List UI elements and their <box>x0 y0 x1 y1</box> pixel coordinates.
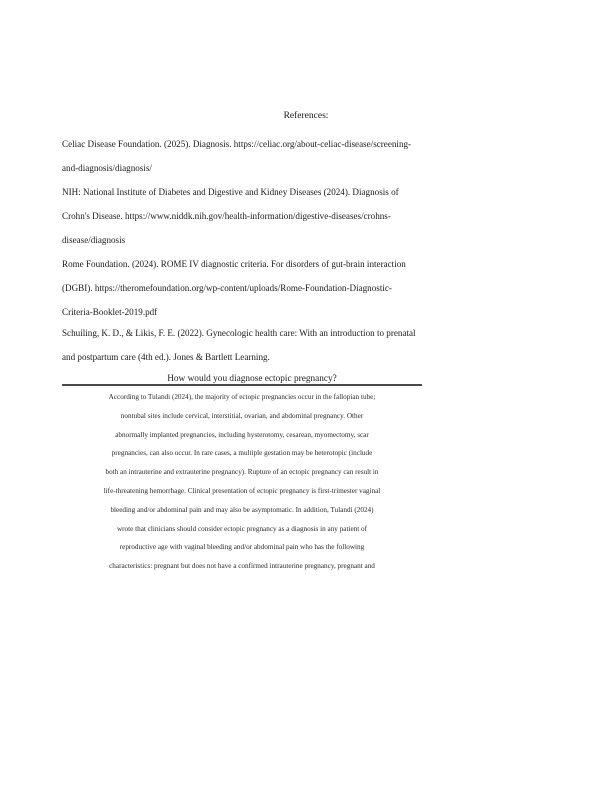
reference-entry <box>62 180 434 252</box>
answer-line: reproductive age with vaginal bleeding and/or abdominal pain who has the following <box>119 543 365 552</box>
reference-line: Rome Foundation. (2024). ROME IV diagnostic criteria. For disorders of gut-brain interaction <box>62 259 406 269</box>
answer-line: abnormally implanted pregnancies, including hysterotomy, cesarean, myomectomy, scar <box>115 430 369 439</box>
reference-entry <box>62 321 434 369</box>
reference-line: (DGBI). https://theromefoundation.org/wp-content/uploads/Rome-Foundation-Diagnostic- <box>62 283 392 293</box>
reference-line: NIH: National Institute of Diabetes and Digestive and Kidney Diseases (2024). Diagnosis of <box>62 187 399 197</box>
reference-line: and postpartum care (4th ed.). Jones & Bartlett Learning. <box>62 352 270 362</box>
answer-line: both an intrauterine and extrauterine pregnancy). Rupture of an ectopic pregnancy can result in <box>105 468 379 477</box>
reference-entry <box>62 252 434 324</box>
reference-line: Criteria-Booklet-2019.pdf <box>62 307 158 317</box>
answer-line: According to Tulandi (2024), the majority of ectopic pregnancies occur in the fallopian tube; <box>108 393 376 401</box>
answer-line: life-threatening hemorrhage. Clinical presentation of ectopic pregnancy is first-trimester vaginal <box>103 486 381 495</box>
question-answer <box>62 388 422 576</box>
answer-line: nontubal sites include cervical, interstitial, ovarian, and abdominal pregnancy. Other <box>120 411 364 420</box>
reference-line: Celiac Disease Foundation. (2025). Diagnosis. https://celiac.org/about-celiac-disease/screening- <box>62 139 412 149</box>
question-heading: How would you diagnose ectopic pregnancy? <box>167 374 337 384</box>
reference-line: Crohn's Disease. https://www.niddk.nih.gov/health-information/digestive-diseases/crohns- <box>62 211 391 221</box>
answer-line: characteristics: pregnant but does not have a confirmed intrauterine pregnancy, pregnant and <box>109 562 375 571</box>
answer-line: pregnancies, can also occur. In rare cases, a multiple gestation may be heterotopic (include <box>111 449 373 458</box>
section-divider <box>62 384 422 386</box>
reference-line: Schuiling, K. D., & Likis, F. E. (2022). Gynecologic health care: With an introduction to prenatal <box>62 328 416 338</box>
answer-line: wrote that clinicians should consider ectopic pregnancy as a diagnosis in any patient of <box>116 524 368 533</box>
reference-line: disease/diagnosis <box>62 235 126 245</box>
reference-line: and-diagnosis/diagnosis/ <box>62 163 152 173</box>
reference-entry <box>62 132 434 180</box>
answer-line: bleeding and/or abdominal pain and may also be asymptomatic. In addition, Tulandi (2024) <box>110 505 374 514</box>
question-section <box>62 373 422 571</box>
references-heading: References: <box>283 111 329 121</box>
